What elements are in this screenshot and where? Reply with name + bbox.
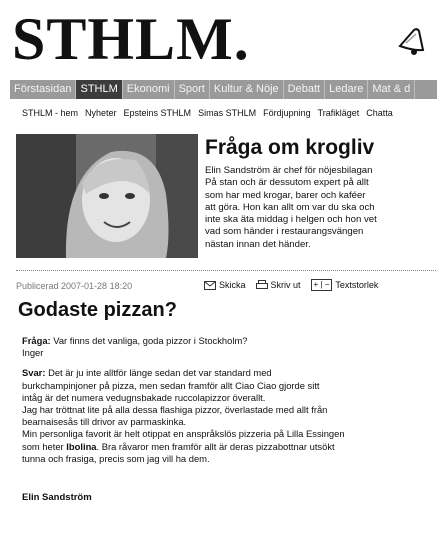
subnav-item-epsteins[interactable]: Epsteins STHLM [123,108,192,118]
feature-line: Elin Sandström är chef för nöjesbilagan [205,165,373,176]
subnav-item-hem[interactable]: STHLM - hem [22,108,79,118]
article-author: Elin Sandström [22,492,92,503]
question-label: Fråga: [22,335,51,346]
nav-item-debatt[interactable]: Debatt [284,80,325,99]
send-button[interactable] [204,280,246,290]
print-label: Skriv ut [270,280,301,290]
article-tools [204,279,378,291]
print-button[interactable] [256,280,301,290]
sub-nav [22,108,437,118]
answer-line: som heter [22,440,67,452]
answer-label: Svar: [22,367,46,379]
article-body [22,335,434,473]
nav-item-sthlm[interactable]: STHLM [76,80,122,99]
subnav-item-trafiklaget[interactable]: Trafikläget [317,108,360,118]
published-date: Publicerad 2007-01-28 18:20 [16,281,133,291]
answer-line: tunna och frasiga, precis som jag vill ha dem. [22,452,210,464]
answer-paragraph [22,367,434,465]
feature-line: inte ska äta middag i helgen och hon vet [205,214,377,226]
subnav-item-simas[interactable]: Simas STHLM [198,108,257,118]
feature-line: som har med krogar, barer och kaféer [205,189,366,201]
answer-line: burkchampinjoner på pizza, men sedan framför allt Ciao Ciao gjorde sitt [22,379,320,391]
text-size-control[interactable] [311,279,379,291]
send-label: Skicka [219,280,246,290]
nav-item-ekonomi[interactable]: Ekonomi [123,80,175,99]
nav-item-mat[interactable]: Mat & d [368,80,415,99]
main-nav [10,80,437,99]
nav-item-kultur-noje[interactable]: Kultur & Nöje [210,80,284,99]
feature-line: nästan innan det händer. [205,238,311,250]
text-size-label: Textstorlek [335,280,379,290]
site-logo[interactable]: STHLM. [12,6,250,72]
asker-name: Inger [22,347,44,359]
question-text: Var finns det vanliga, goda pizzor i Stockholm? [53,335,248,346]
feature-description [205,165,433,251]
question-paragraph [22,335,434,359]
feature-line: På stan och är dessutom expert på allt [205,177,369,189]
answer-line: intåg är det numera vedugnsbakade ruccolapizzor överallt. [22,391,266,403]
envelope-icon [204,281,216,290]
section-divider [16,270,436,271]
answer-line: bearnaisesås till drivor av parmaskinka. [22,416,187,428]
text-size-buttons[interactable]: + | − [311,279,333,291]
answer-line: . Bra råvaror men framför allt är deras pizzabottnar utsökt [96,440,335,452]
nav-item-sport[interactable]: Sport [175,80,210,99]
printer-icon [256,280,268,290]
nav-item-ledare[interactable]: Ledare [325,80,368,99]
feature-line: att göra. Hon kan allt om var du ska och [205,201,375,213]
author-portrait [16,134,198,258]
answer-line: Jag har tröttnat lite på alla dessa flashiga pizzor, överlastade med allt från [22,404,328,416]
answer-line: Det är ju inte alltför länge sedan det var standard med [48,367,272,379]
nav-item-forstasidan[interactable]: Förstasidan [10,80,76,99]
feature-title[interactable]: Fråga om krogliv [205,136,375,159]
article-headline: Godaste pizzan? [18,299,177,321]
bell-icon [392,24,428,60]
feature-line: vad som händer i restaurangsvängen [205,226,364,238]
subnav-item-fordjupning[interactable]: Fördjupning [263,108,311,118]
answer-line: Min personliga favorit är helt otippat en anspråkslös pizzeria på Lilla Essingen [22,428,345,440]
restaurant-name: Ibolina [66,440,97,452]
subnav-item-chatta[interactable]: Chatta [366,108,393,118]
subnav-item-nyheter[interactable]: Nyheter [85,108,117,118]
